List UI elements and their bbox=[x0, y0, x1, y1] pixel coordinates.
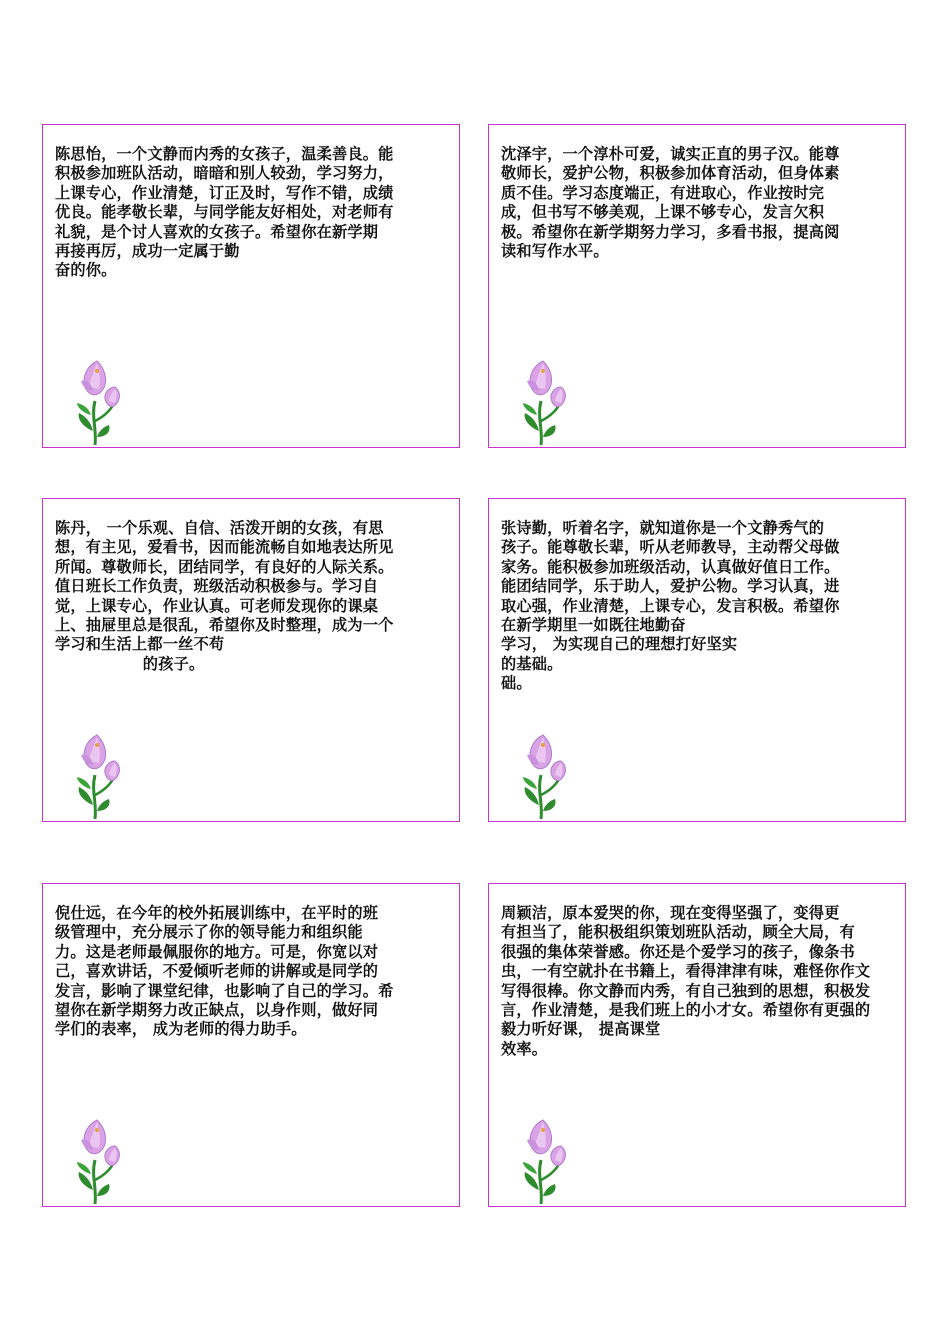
comment-line: 在新学期里一如既往地勤奋 bbox=[501, 616, 686, 635]
comment-card-6 bbox=[488, 883, 906, 1207]
comment-line: 再接再厉，成功一定属于勤 bbox=[55, 242, 240, 261]
comment-line: 敬师长，爱护公物，积极参加体育活动，但身体素 bbox=[501, 164, 840, 183]
comment-line: 奋的你。 bbox=[55, 261, 117, 280]
comment-line: 己，喜欢讲话，不爱倾听老师的讲解或是同学的 bbox=[55, 962, 379, 981]
comment-line: 质不佳。学习态度端正，有进取心，作业按时完 bbox=[501, 183, 825, 202]
comment-line: 很强的集体荣誉感。你还是个爱学习的孩子，像条书 bbox=[501, 942, 855, 961]
comment-line: 发言，影响了课堂纪律，也影响了自己的学习。希 bbox=[55, 981, 394, 1000]
comment-line: 周颖洁，原本爱哭的你，现在变得坚强了，变得更 bbox=[501, 904, 840, 922]
comment-line: 值日班长工作负责，班级活动积极参与。学习自 bbox=[55, 577, 379, 596]
comment-line: 成，但书写不够美观，上课不够专心，发言欠积 bbox=[501, 203, 825, 222]
comment-line: 陈思怡，一个文静而内秀的女孩子，温柔善良。能 bbox=[55, 145, 394, 163]
comment-line: 望你在新学期努力改正缺点，以身作则，做好同 bbox=[55, 1001, 379, 1020]
comment-card-2 bbox=[488, 124, 906, 448]
comment-text bbox=[501, 519, 895, 694]
comment-line: 的孩子。 bbox=[55, 654, 205, 673]
comment-card-4 bbox=[488, 498, 906, 822]
comment-line: 张诗勤，听着名字，就知道你是一个文静秀气的 bbox=[501, 519, 825, 537]
comment-line: 学习和生活上都一丝不苟 bbox=[55, 635, 225, 654]
comment-line: 沈泽宇，一个淳朴可爱，诚实正直的男子汉。能尊 bbox=[501, 145, 840, 163]
comment-line: 虫，一有空就扑在书籍上，看得津津有味，难怪你作文 bbox=[501, 962, 871, 981]
flower-icon bbox=[57, 1116, 147, 1208]
comment-line: 优良。能孝敬长辈，与同学能友好相处，对老师有 bbox=[55, 203, 394, 222]
comment-line: 写得很棒。你文静而内秀，有自己独到的思想，积极发 bbox=[501, 981, 871, 1000]
comment-line: 想，有主见，爱看书，因而能流畅自如地表达所见 bbox=[55, 538, 394, 557]
comment-line: 家务。能积极参加班级活动，认真做好值日工作。 bbox=[501, 557, 840, 576]
flower-icon bbox=[503, 1116, 593, 1208]
comment-line: 礼貌，是个讨人喜欢的女孩子。希望你在新学期 bbox=[55, 222, 379, 241]
comment-line: 读和写作水平。 bbox=[501, 242, 609, 261]
comment-text bbox=[55, 519, 449, 674]
flower-icon bbox=[57, 731, 147, 823]
comment-card-3 bbox=[42, 498, 460, 822]
comment-card-5 bbox=[42, 883, 460, 1207]
comment-text bbox=[501, 904, 895, 1059]
comment-line: 所闻。尊敬师长，团结同学，有良好的人际关系。 bbox=[55, 557, 394, 576]
comment-line: 效率。 bbox=[501, 1039, 548, 1058]
comment-line: 力。这是老师最佩服你的地方。可是，你宽以对 bbox=[55, 942, 379, 961]
comment-line: 取心强，作业清楚，上课专心，发言积极。希望你 bbox=[501, 596, 840, 615]
comment-line: 毅力听好课， 提高课堂 bbox=[501, 1020, 661, 1039]
comment-line: 的基础。 bbox=[501, 654, 563, 673]
comment-line: 觉，上课专心，作业认真。可老师发现你的课桌 bbox=[55, 596, 379, 615]
comment-text bbox=[55, 904, 449, 1040]
comment-line: 学习， 为实现自己的理想打好坚实 bbox=[501, 635, 738, 654]
comment-line: 有担当了，能积极组织策划班队活动，顾全大局，有 bbox=[501, 923, 855, 942]
comment-line: 上、抽屉里总是很乱，希望你及时整理，成为一个 bbox=[55, 616, 394, 635]
comment-line: 级管理中，充分展示了你的领导能力和组织能 bbox=[55, 923, 363, 942]
comment-line: 上课专心，作业清楚，订正及时，写作不错，成绩 bbox=[55, 183, 394, 202]
comment-line: 积极参加班队活动，暗暗和别人较劲，学习努力， bbox=[55, 164, 394, 183]
flower-icon bbox=[503, 357, 593, 449]
comment-line: 础。 bbox=[501, 674, 532, 693]
comment-line: 言，作业清楚，是我们班上的小才女。希望你有更强的 bbox=[501, 1001, 871, 1020]
comment-card-1 bbox=[42, 124, 460, 448]
flower-icon bbox=[57, 357, 147, 449]
comment-line: 能团结同学，乐于助人，爱护公物。学习认真，进 bbox=[501, 577, 840, 596]
comment-line: 极。希望你在新学期努力学习，多看书报，提高阅 bbox=[501, 222, 840, 241]
comment-line: 孩子。能尊敬长辈，听从老师教导，主动帮父母做 bbox=[501, 538, 840, 557]
comment-text bbox=[55, 145, 449, 281]
comment-text bbox=[501, 145, 895, 261]
comment-line: 陈丹， 一个乐观、自信、活泼开朗的女孩，有思 bbox=[55, 519, 384, 537]
flower-icon bbox=[503, 731, 593, 823]
comment-line: 倪仕远，在今年的校外拓展训练中，在平时的班 bbox=[55, 904, 379, 922]
comment-line: 学们的表率， 成为老师的得力助手。 bbox=[55, 1020, 307, 1039]
